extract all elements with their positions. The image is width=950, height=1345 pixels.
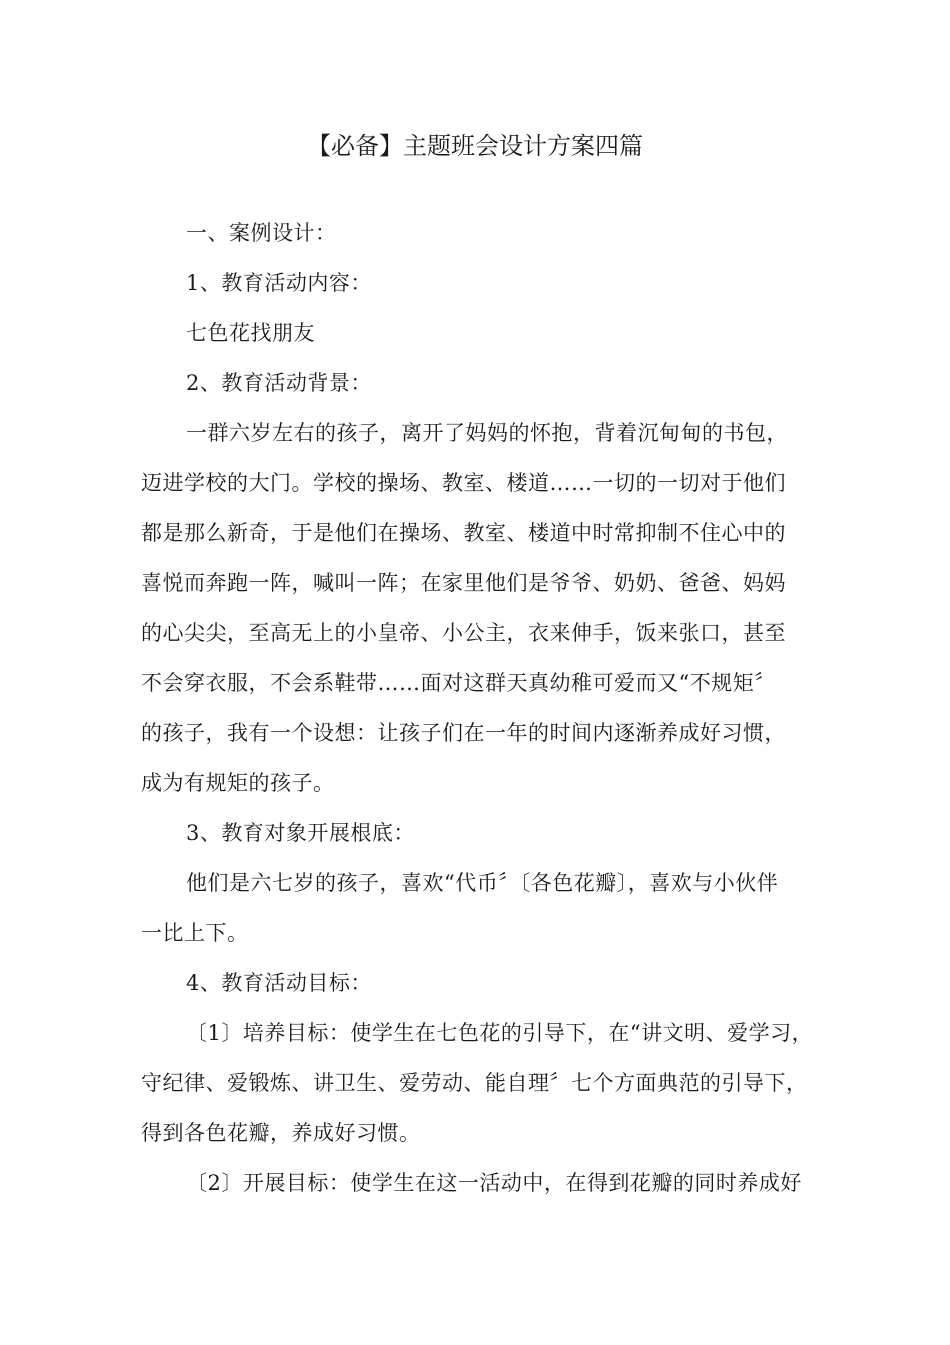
paragraph-line: 七色花找朋友 (186, 321, 315, 345)
subsection-heading: 2、教育活动背景： (186, 371, 372, 395)
paragraph-line: 不会穿衣服，不会系鞋带……面对这群天真幼稚可爱而又“不规矩〞 (141, 671, 776, 695)
paragraph-line: 喜悦而奔跑一阵，喊叫一阵；在家里他们是爷爷、奶奶、爸爸、妈妈 (141, 571, 786, 595)
paragraph-line: 的孩子，我有一个设想：让孩子们在一年的时间内逐渐养成好习惯， (141, 721, 786, 745)
subsection-heading: 3、教育对象开展根底： (186, 821, 415, 845)
paragraph-line: 〔1〕培养目标：使学生在七色花的引导下，在“讲文明、爱学习， (186, 1021, 814, 1045)
paragraph-line: 他们是六七岁的孩子，喜欢“代币〞〔各色花瓣〕，喜欢与小伙伴 (186, 871, 779, 895)
paragraph-line: 守纪律、爱锻炼、讲卫生、爱劳动、能自理〞七个方面典范的引导下， (141, 1071, 808, 1095)
document-title: 【必备】主题班会设计方案四篇 (307, 132, 643, 160)
paragraph-line: 得到各色花瓣，养成好习惯。 (141, 1121, 421, 1145)
paragraph-line: 成为有规矩的孩子。 (141, 771, 335, 795)
paragraph-line: 一群六岁左右的孩子，离开了妈妈的怀抱，背着沉甸甸的书包， (186, 421, 788, 445)
paragraph-line: 的心尖尖，至高无上的小皇帝、小公主，衣来伸手，饭来张口，甚至 (141, 621, 786, 645)
paragraph-line: 迈进学校的大门。学校的操场、教室、楼道……一切的一切对于他们 (141, 471, 786, 495)
section-heading: 一、案例设计： (186, 221, 337, 245)
paragraph-line: 都是那么新奇，于是他们在操场、教室、楼道中时常抑制不住心中的 (141, 521, 786, 545)
subsection-heading: 1、教育活动内容： (186, 271, 372, 295)
paragraph-line: 一比上下。 (141, 921, 249, 945)
subsection-heading: 4、教育活动目标： (186, 971, 372, 995)
paragraph-line: 〔2〕开展目标：使学生在这一活动中，在得到花瓣的同时养成好 (186, 1171, 802, 1195)
